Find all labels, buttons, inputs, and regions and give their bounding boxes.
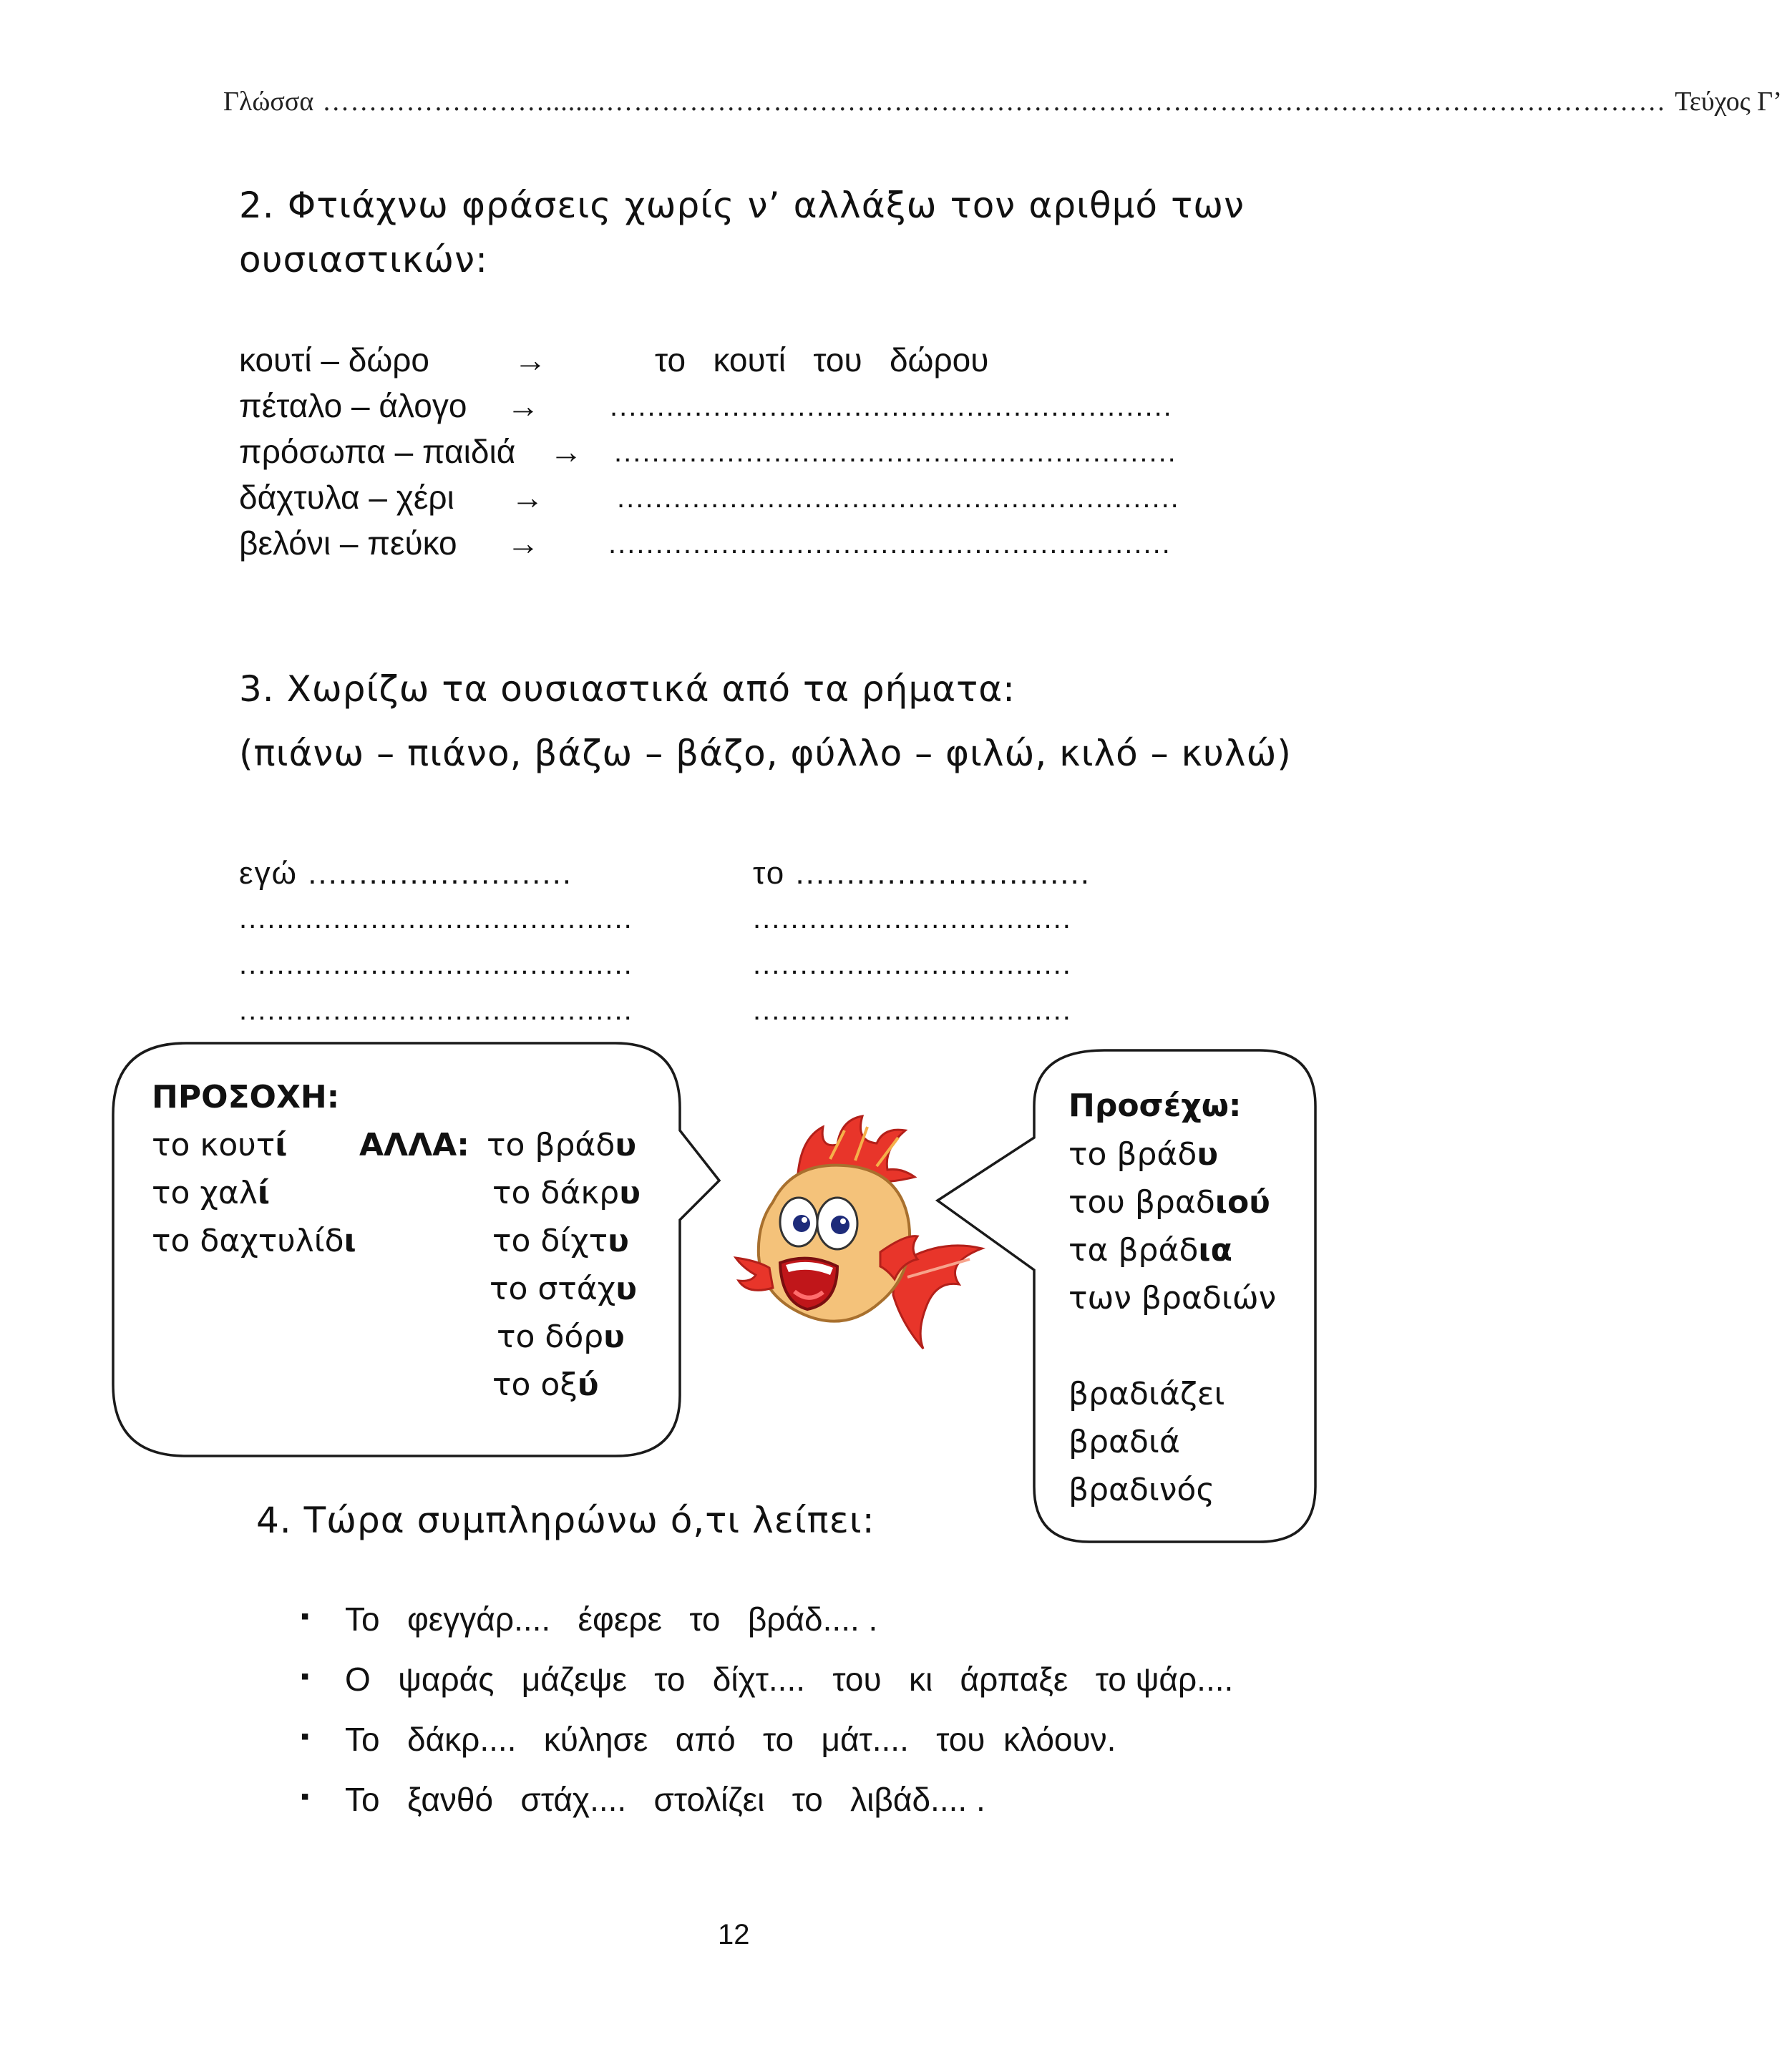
word-form: των βραδιών [1068,1280,1277,1316]
related-word: βραδιά [1068,1424,1180,1460]
exception-word: το δάκρυ [492,1175,641,1211]
related-word: βραδιάζει [1068,1376,1225,1412]
noun-pair: κουτί – δώρο [239,341,429,378]
arrow-icon: → [550,433,583,470]
answer-blank[interactable]: ............................................................ [614,436,1177,468]
answer-blank[interactable]: ............................................................ [608,528,1172,559]
but-label: ΑΛΛΑ: [359,1127,469,1163]
bullet-icon: ▪ [301,1663,310,1690]
example-word: το χαλί [152,1175,271,1211]
bullet-icon: ▪ [301,1603,310,1630]
fill-in-sentence[interactable]: Το ξανθό στάχ.... στολίζει το λιβάδ.... . [345,1781,985,1818]
callout-title: Προσέχω: [1068,1088,1242,1124]
arrow-icon: → [507,387,540,424]
exercise-4-title: 4. Τώρα συμπληρώνω ό,τι λείπει: [256,1500,875,1541]
exercise-3-word-list: (πιάνω – πιάνο, βάζω – βάζο, φύλλο – φιλώ, κιλό – κυλώ) [239,733,1292,774]
exercise-3-title: 3. Χωρίζω τα ουσιαστικά από τα ρήματα: [239,668,1016,710]
exception-word: το δίχτυ [492,1223,629,1259]
header-subject: Γλώσσα [223,87,314,117]
fill-in-sentence[interactable]: Ο ψαράς μάζεψε το δίχτ.... του κι άρπαξε το ψάρ.... [345,1661,1234,1698]
fill-in-sentence[interactable]: Το δάκρ.... κύλησε από το μάτ.... του κλόουν. [345,1721,1116,1758]
page-number: 12 [718,1919,750,1950]
nouns-blank-1[interactable]: το ............................. [753,856,1091,891]
header-issue: Τεύχος Γ’ [1675,87,1782,117]
example-word: το δαχτυλίδι [152,1223,356,1259]
example-answer: το κουτί του δώρου [655,341,989,378]
arrow-icon: → [511,479,544,516]
bullet-icon: ▪ [301,1723,310,1750]
nouns-blank[interactable]: .................................. [753,949,1072,980]
header-dots: ……………………........…………………………………………………………………………………………………… [322,87,1667,117]
exercise-2-title-line1: 2. Φτιάχνω φράσεις χωρίς ν’ αλλάξω τον αριθμό των [239,185,1245,226]
nouns-blank[interactable]: .................................. [753,995,1072,1026]
exception-word: το δόρυ [497,1319,625,1355]
answer-blank[interactable]: ............................................................ [617,482,1180,514]
exception-word: το βράδυ [487,1127,637,1163]
verbs-blank[interactable]: .......................................... [239,949,633,980]
verbs-blank[interactable]: .......................................... [239,995,633,1026]
verbs-blank-1[interactable]: εγώ .......................... [239,856,573,891]
word-form: τα βράδια [1068,1232,1232,1269]
callout-title: ΠΡΟΣΟΧΗ: [152,1079,340,1115]
exercise-2-title-line2: ουσιαστικών: [239,239,488,280]
word-form: του βραδιού [1068,1184,1270,1221]
arrow-icon: → [514,341,547,378]
noun-pair: πρόσωπα – παιδιά [239,433,516,470]
fish-icon [730,1116,995,1352]
verbs-blank[interactable]: .......................................... [239,903,633,934]
exception-word: το στάχυ [490,1271,637,1307]
exception-word: το οξύ [492,1367,599,1403]
arrow-icon: → [507,524,540,562]
nouns-blank[interactable]: .................................. [753,903,1072,934]
noun-pair: βελόνι – πεύκο [239,524,457,562]
answer-blank[interactable]: ............................................................ [610,391,1173,422]
noun-pair: δάχτυλα – χέρι [239,479,454,516]
word-form: το βράδυ [1068,1136,1219,1173]
example-word: το κουτί [152,1127,288,1163]
related-word: βραδινός [1068,1472,1215,1508]
fill-in-sentence[interactable]: Το φεγγάρ.... έφερε το βράδ.... . [345,1601,878,1638]
bullet-icon: ▪ [301,1783,310,1810]
noun-pair: πέταλο – άλογο [239,387,467,424]
